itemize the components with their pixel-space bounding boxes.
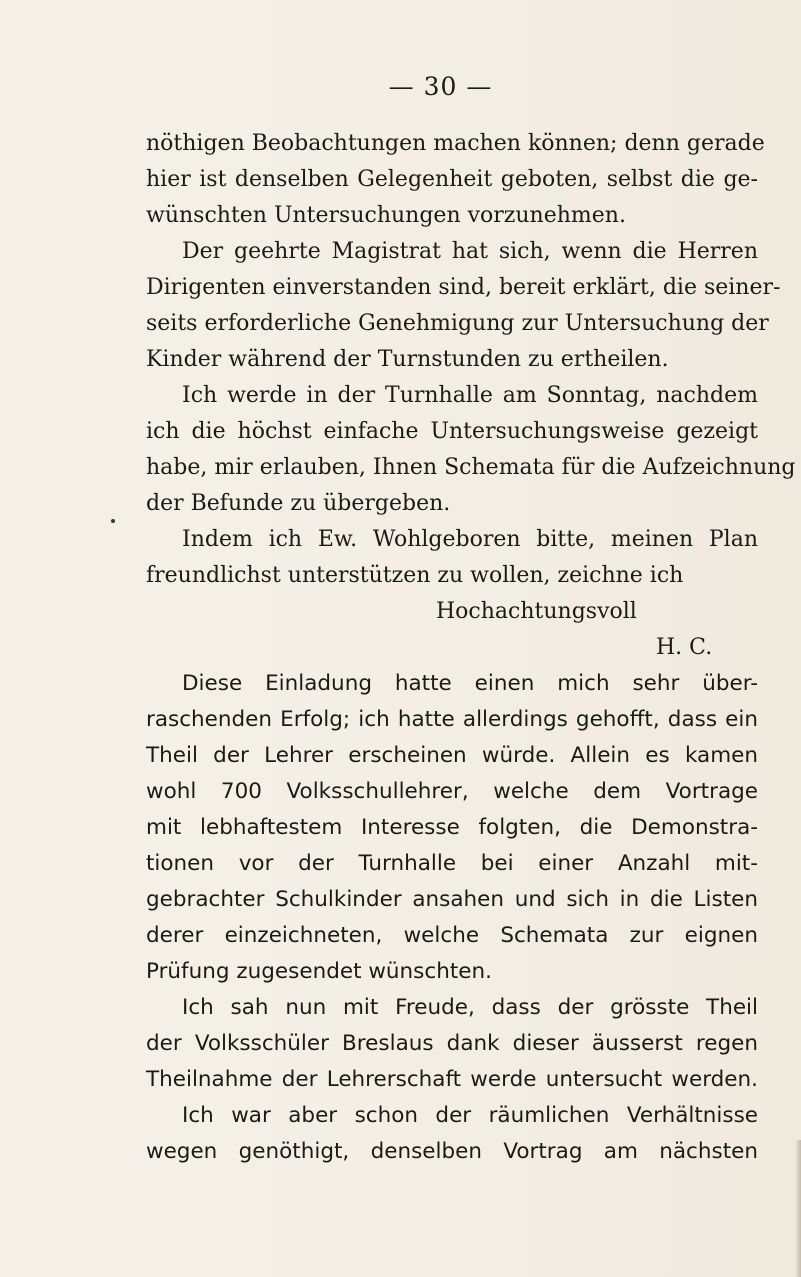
text-line: der Volksschüler Breslaus dank dieser äusserst regen: [146, 1031, 758, 1056]
text-line: Theilnahme der Lehrerschaft werde untersucht werden.: [146, 1067, 758, 1092]
text-line: gebrachter Schulkinder ansahen und sich in die Listen: [146, 887, 758, 912]
page-number: — 30 —: [388, 72, 493, 101]
text-line: hier ist denselben Gelegenheit geboten, selbst die ge-: [146, 167, 758, 192]
page-edge-shadow: [795, 1140, 801, 1277]
text-line: habe, mir erlauben, Ihnen Schemata für die Aufzeichnung: [146, 455, 796, 480]
closing-phrase: Hochachtungsvoll: [436, 599, 637, 624]
text-line: ich die höchst einfache Untersuchungsweise gezeigt: [146, 419, 758, 444]
text-line: Ich sah nun mit Freude, dass der grösste Theil: [182, 995, 758, 1020]
text-line: Ich werde in der Turnhalle am Sonntag, nachdem: [182, 383, 758, 408]
text-line: Dirigenten einverstanden sind, bereit erklärt, die seiner-: [146, 275, 781, 300]
text-line: freundlichst unterstützen zu wollen, zeichne ich: [146, 563, 684, 588]
text-line: Prüfung zugesendet wünschten.: [146, 959, 492, 984]
text-line: wohl 700 Volksschullehrer, welche dem Vortrage: [146, 779, 758, 804]
text-line: Der geehrte Magistrat hat sich, wenn die Herren: [182, 239, 758, 264]
ink-speck: [111, 519, 115, 523]
text-line: wegen genöthigt, denselben Vortrag am nächsten: [146, 1139, 758, 1164]
text-line: mit lebhaftestem Interesse folgten, die Demonstra-: [146, 815, 758, 840]
text-line: seits erforderliche Genehmigung zur Untersuchung der: [146, 311, 769, 336]
text-line: derer einzeichneten, welche Schemata zur eignen: [146, 923, 758, 948]
text-line: nöthigen Beobachtungen machen können; denn gerade: [146, 131, 765, 156]
text-line: tionen vor der Turnhalle bei einer Anzahl mit-: [146, 851, 758, 876]
text-line: Ich war aber schon der räumlichen Verhältnisse: [182, 1103, 758, 1128]
text-line: raschenden Erfolg; ich hatte allerdings gehofft, dass ein: [146, 707, 758, 732]
text-line: Diese Einladung hatte einen mich sehr über-: [182, 671, 758, 696]
text-line: Indem ich Ew. Wohlgeboren bitte, meinen Plan: [182, 527, 758, 552]
text-line: wünschten Untersuchungen vorzunehmen.: [146, 203, 626, 228]
text-line: Theil der Lehrer erscheinen würde. Allein es kamen: [146, 743, 758, 768]
signature: H. C.: [656, 635, 713, 660]
text-line: Kinder während der Turnstunden zu ertheilen.: [146, 347, 669, 372]
text-line: der Befunde zu übergeben.: [146, 491, 451, 516]
